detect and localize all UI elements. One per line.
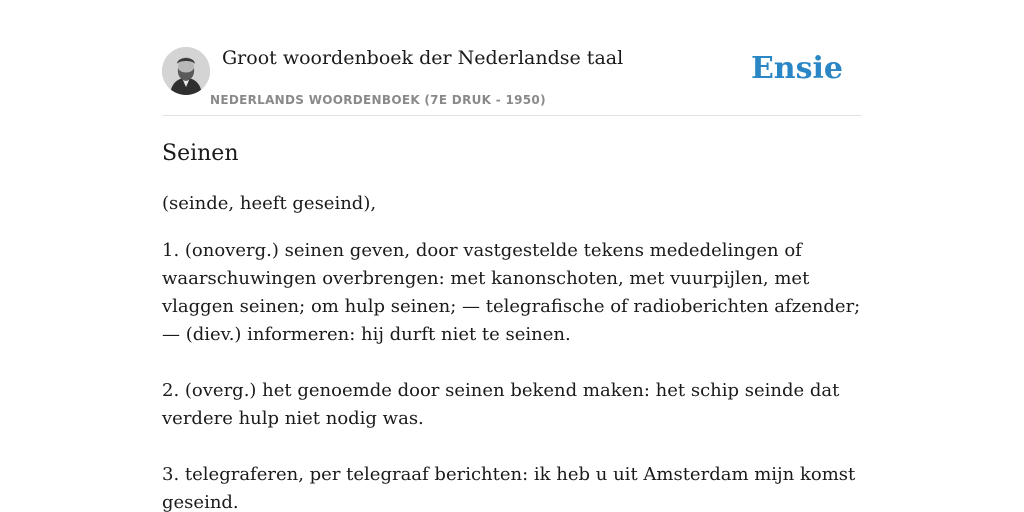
portrait-icon <box>162 47 210 95</box>
source-header <box>162 46 862 116</box>
book-edition-label: NEDERLANDS WOORDENBOEK (7E DRUK - 1950) <box>210 93 546 107</box>
book-title-link[interactable]: Groot woordenboek der Nederlandse taal <box>222 47 624 69</box>
author-avatar[interactable] <box>162 47 210 95</box>
definition-2: 2. (overg.) het genoemde door seinen bekend maken: het schip seinde dat verdere hulp niet nodig was. <box>162 380 840 429</box>
entry-content <box>162 138 862 512</box>
definition-1: 1. (onoverg.) seinen geven, door vastgestelde tekens mededelingen of waarschuwingen overbrengen: met kanonschoten, met vuurpijlen, met vlaggen seinen; om hulp seinen; — telegrafische of radioberichten afzender; — (diev.) informeren: hij durft niet te seinen. <box>162 240 861 345</box>
definition-3: 3. telegraferen, per telegraaf berichten: ik heb u uit Amsterdam mijn komst geseind. <box>162 464 856 512</box>
ensie-logo[interactable]: Ensie <box>750 51 843 86</box>
entry-title: Seinen <box>162 141 239 166</box>
entry-grammar: (seinde, heeft geseind), <box>162 193 377 214</box>
